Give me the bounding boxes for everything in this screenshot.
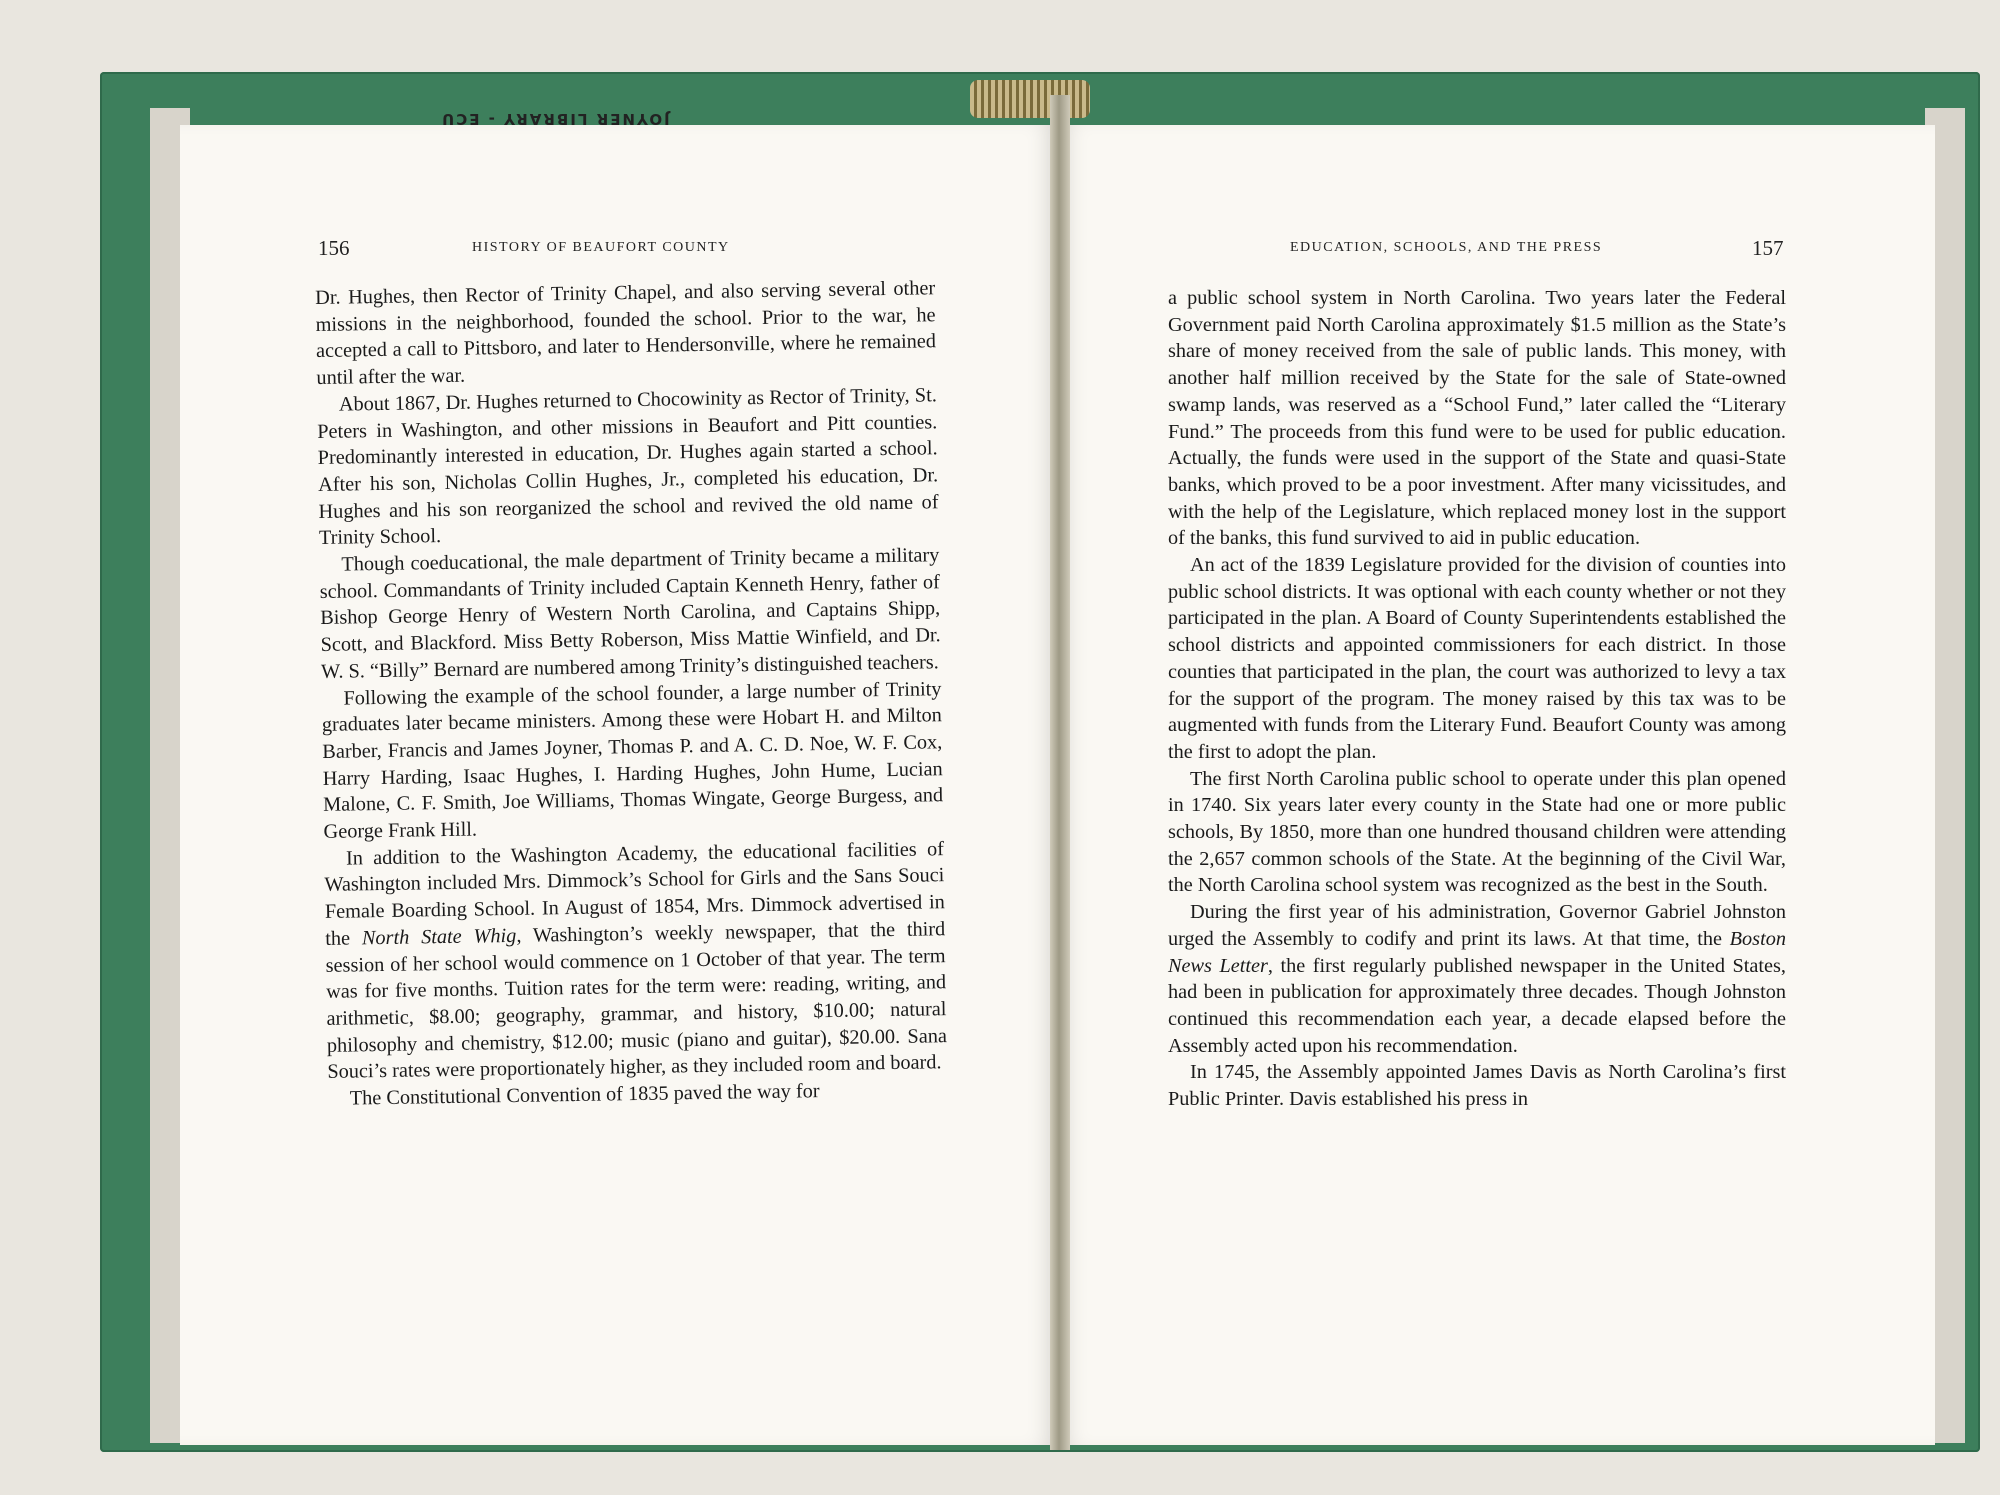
book-gutter	[1050, 95, 1070, 1450]
right-running-head: EDUCATION, SCHOOLS, AND THE PRESS	[1290, 240, 1603, 255]
paragraph: The Constitutional Convention of 1835 paved the way for	[349, 1080, 820, 1110]
paragraph: The first North Carolina public school to operate under this plan opened in 1740. Six years later every county in the State had one or more public schools, By 1850, more than one hundred thousand children were attending the 2,657 common schools of the State. At the beginning of the Civil War, the North Carolina school system was recognized as the best in the South.	[1168, 767, 1786, 897]
left-running-head: HISTORY OF BEAUFORT COUNTY	[472, 240, 730, 255]
paragraph: About 1867, Dr. Hughes returned to Chocowinity as Rector of Trinity, St. Peters in Washington, and other missions in Beaufort and Pitt counties. Predominantly interested in education, Dr. Hughes again started a school. After his son, Nicholas Collin Hughes, Jr., completed his education, Dr. Hughes and his son reorganized the school and revived the old name of Trinity School.	[317, 384, 939, 550]
paragraph: Dr. Hughes, then Rector of Trinity Chapel, and also serving several other missions in the neighborhood, founded the school. Prior to the war, he accepted a call to Pittsboro, and later to Hendersonville, where he remained until after the war.	[315, 277, 937, 390]
newspaper-title: North State Whig	[361, 924, 517, 950]
left-page-text	[315, 275, 948, 1112]
right-page-text	[1168, 285, 1786, 1113]
paragraph-text: , Washington’s weekly newspaper, that the third session of her school would commence on 1 October of that year. The term was for five months. Tuition rates for the term were: reading, writing, and arithmetic, $8.00; geography, grammar, and history, $10.00; natural philosophy and chemistry, $12.00; music (piano and guitar), $20.00. Sana Souci’s rates were proportionately higher, as they included room and board.	[325, 918, 948, 1084]
newspaper-title: Boston News Letter	[1168, 927, 1786, 977]
paragraph-text: During the first year of his administration, Governor Gabriel Johnston urged the Assembly to codify and print its laws. At that time, the	[1168, 901, 1786, 950]
paragraph: In 1745, the Assembly appointed James Davis as North Carolina’s first Public Printer. Davis established his press in	[1168, 1061, 1786, 1111]
paragraph-text: , the first regularly published newspaper in the United States, had been in publication for approximately three decades. Though Johnston continued this recommendation each year, a decade elapsed before the Assembly acted upon his recommendation.	[1168, 954, 1786, 1057]
paragraph	[324, 836, 948, 1086]
headband	[970, 80, 1090, 118]
paragraph: Following the example of the school founder, a large number of Trinity graduates later became ministers. Among these were Hobart H. and Milton Barber, Francis and James Joyner, Thomas P. and A. C. D. Noe, W. F. Cox, Harry Harding, Isaac Hughes, I. Harding Hughes, John Hume, Lucian Malone, C. F. Smith, Joe Williams, Thomas Wingate, George Burgess, and George Frank Hill.	[321, 677, 944, 843]
right-page-number: 157	[1752, 236, 1784, 260]
library-stamp: JOYNER LIBRARY - ECU	[440, 110, 670, 128]
paragraph	[1168, 899, 1786, 1059]
paragraph-text: In addition to the Washington Academy, the educational facilities of Washington included Mrs. Dimmock’s School for Girls and the Sans Souci Female Boarding School. In August of 1854, Mrs. Dimmock advertised in the	[324, 837, 945, 950]
left-page-number: 156	[318, 236, 350, 260]
paragraph: a public school system in North Carolina. Two years later the Federal Government paid North Carolina approximately $1.5 million as the State’s share of money received from the sale of public lands. This money, with another half million received by the State for the sale of State-owned swamp lands, was reserved as a “School Fund,” later called the “Literary Fund.” The proceeds from this fund were to be used for public education. Actually, the funds were used in the support of the State and quasi-State banks, which proved to be a poor investment. After many vicissitudes, and with the help of the Legislature, which replaced money lost in the support of the banks, this fund survived to aid in public education.	[1168, 287, 1786, 550]
paragraph: Though coeducational, the male department of Trinity became a military school. Commandants of Trinity included Captain Kenneth Henry, father of Bishop George Henry of Western North Carolina, and Captains Shipp, Scott, and Blackford. Miss Betty Roberson, Miss Mattie Winfield, and Dr. W. S. “Billy” Bernard are numbered among Trinity’s distinguished teachers.	[319, 544, 941, 683]
paragraph: An act of the 1839 Legislature provided for the division of counties into public school districts. It was optional with each county whether or not they participated in the plan. A Board of County Superintendents established the school districts and appointed commissioners for each district. In those counties that participated in the plan, the court was authorized to levy a tax for the support of the program. The money raised by this tax was to be augmented with funds from the Literary Fund. Beaufort County was among the first to adopt the plan.	[1168, 554, 1786, 763]
